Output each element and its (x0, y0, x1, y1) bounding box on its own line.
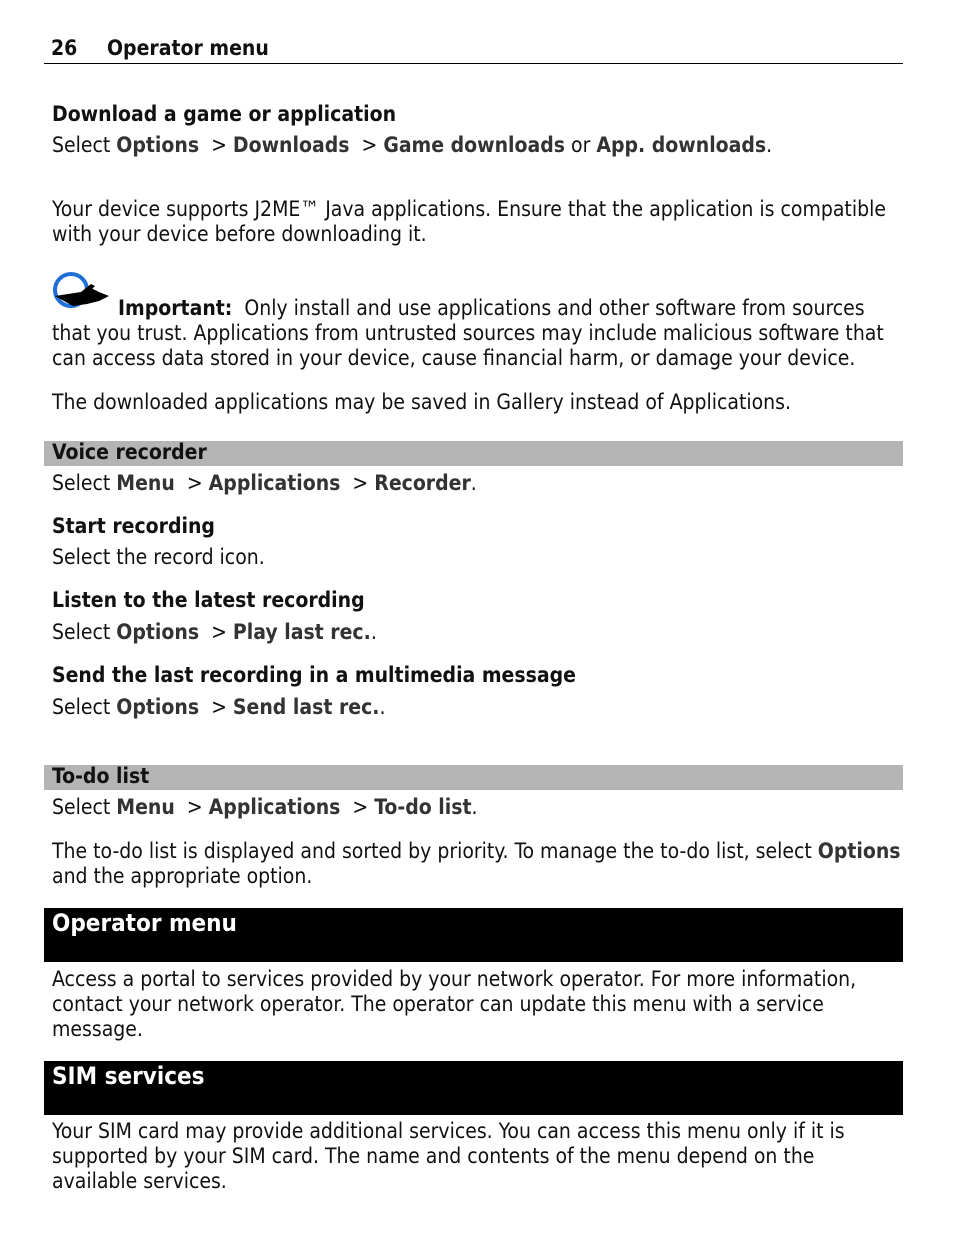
important-label: Important: (118, 296, 233, 320)
menu-term-applications: Applications (208, 471, 341, 495)
important-text: Only install and use applications and other software from sources that you trust. Applications from untrusted sources may include malicious software that can access data stored in your device, cause financial harm, or damage your device. (52, 296, 884, 370)
chapter-header-operator-menu: Operator menu (44, 908, 903, 962)
voice-recorder-menu-path: Select Menu > Applications > Recorder. (52, 471, 477, 495)
menu-term-options: Options (116, 695, 200, 719)
menu-term-menu: Menu (116, 795, 175, 819)
section-header-voice-recorder: Voice recorder (44, 441, 903, 466)
menu-term-game-downloads: Game downloads (383, 133, 566, 157)
menu-term-recorder: Recorder (374, 471, 471, 495)
section-header-todo-list: To-do list (44, 765, 903, 790)
start-recording-text: Select the record icon. (52, 545, 265, 569)
todo-description: The to-do list is displayed and sorted by priority. To manage the to-do list, select Options and the appropriate option. (52, 839, 901, 888)
start-recording-heading: Start recording (52, 514, 215, 538)
chapter-title: Operator menu (107, 36, 269, 60)
listen-recording-path: Select Options > Play last rec.. (52, 620, 377, 644)
running-head (44, 34, 903, 64)
operator-menu-text: Access a portal to services provided by your network operator. For more information, contact your network operator. The operator can update this menu with a service message. (52, 967, 857, 1041)
send-recording-path: Select Options > Send last rec.. (52, 695, 386, 719)
menu-term-options: Options (817, 839, 901, 863)
send-recording-heading: Send the last recording in a multimedia message (52, 663, 576, 687)
menu-term-send-last-rec: Send last rec. (232, 695, 380, 719)
menu-term-menu: Menu (116, 471, 175, 495)
menu-term-app-downloads: App. downloads (596, 133, 767, 157)
menu-term-options: Options (116, 620, 200, 644)
important-notice (52, 296, 902, 371)
menu-term-downloads: Downloads (232, 133, 350, 157)
listen-recording-heading: Listen to the latest recording (52, 588, 365, 612)
download-menu-path: Select Options > Downloads > Game downloads or App. downloads. (52, 133, 773, 157)
gallery-note: The downloaded applications may be saved in Gallery instead of Applications. (52, 390, 791, 414)
menu-term-todo-list: To-do list (374, 795, 472, 819)
sim-services-text: Your SIM card may provide additional services. You can access this menu only if it is supported by your SIM card. The name and contents of the menu depend on the available services. (52, 1119, 845, 1193)
menu-term-options: Options (116, 133, 200, 157)
todo-menu-path: Select Menu > Applications > To-do list. (52, 795, 478, 819)
java-support-text: Your device supports J2ME™ Java applications. Ensure that the application is compatible with your device before downloading it. (52, 197, 886, 246)
page-number: 26 (51, 36, 78, 60)
menu-term-play-last-rec: Play last rec. (232, 620, 371, 644)
download-heading: Download a game or application (52, 102, 397, 126)
chapter-header-sim-services: SIM services (44, 1061, 903, 1115)
menu-term-applications: Applications (208, 795, 341, 819)
